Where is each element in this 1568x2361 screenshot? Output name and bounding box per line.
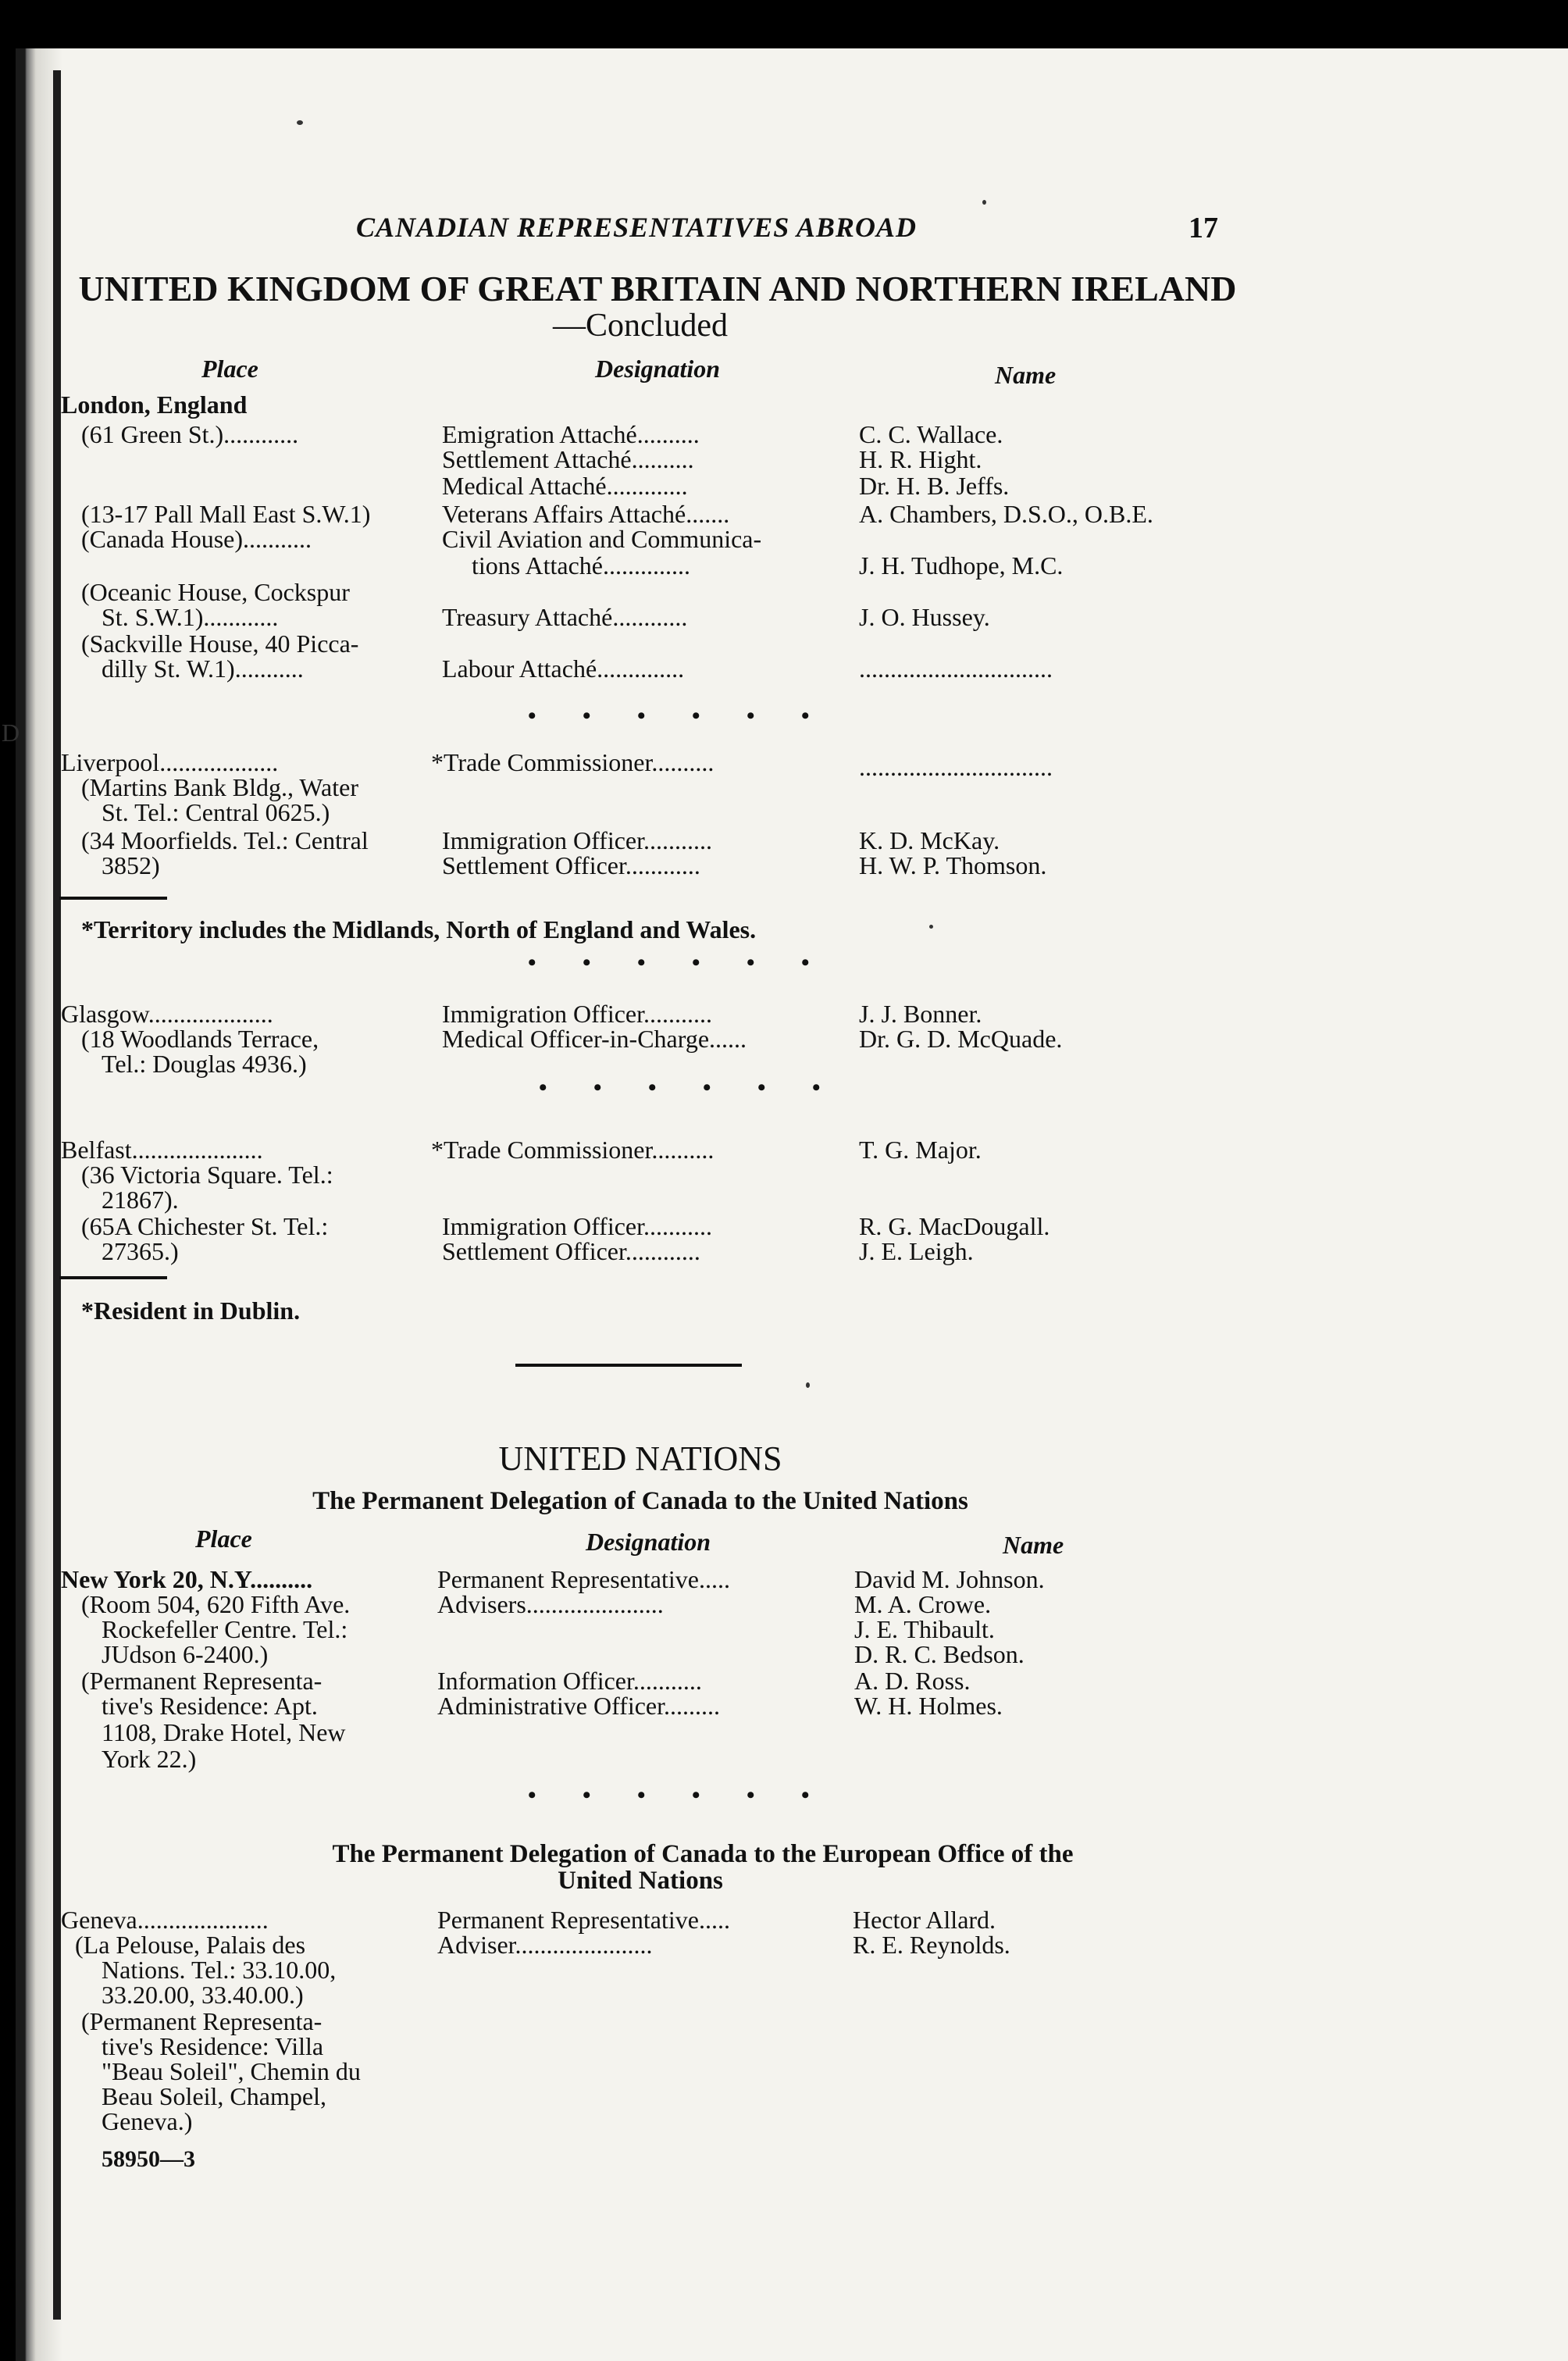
place-line: (61 Green St.)............ xyxy=(81,420,299,448)
designation: Permanent Representative..... xyxy=(437,1565,730,1593)
place-new-york: New York 20, N.Y.......... xyxy=(61,1565,313,1593)
place-line: (Sackville House, 40 Picca- xyxy=(81,629,359,658)
person-name: ............................... xyxy=(859,753,1053,781)
designation: Civil Aviation and Communica- xyxy=(442,525,762,553)
place-line: (Permanent Representa- xyxy=(81,1667,323,1695)
place-line: (34 Moorfields. Tel.: Central xyxy=(81,826,369,854)
section-separator: • • • • • • xyxy=(539,1075,841,1100)
place-line: 21867). xyxy=(102,1186,179,1214)
scan-speck xyxy=(806,1382,810,1388)
person-name: R. G. MacDougall. xyxy=(859,1212,1050,1240)
place-line: 1108, Drake Hotel, New xyxy=(102,1718,346,1746)
person-name: ............................... xyxy=(859,654,1053,683)
person-name: H. R. Hight. xyxy=(859,445,982,473)
designation: Medical Attaché............. xyxy=(442,472,688,500)
place-line: St. Tel.: Central 0625.) xyxy=(102,798,330,826)
footnote: *Resident in Dublin. xyxy=(81,1296,301,1325)
person-name: T. G. Major. xyxy=(859,1136,982,1164)
scan-speck xyxy=(982,200,986,205)
delegation-heading-geneva-line2: United Nations xyxy=(558,1867,723,1895)
section-divider xyxy=(515,1364,742,1367)
place-liverpool: Liverpool................... xyxy=(61,748,279,776)
place-line: JUdson 6-2400.) xyxy=(102,1640,269,1668)
place-line: Geneva.) xyxy=(102,2107,193,2135)
place-line: (13-17 Pall Mall East S.W.1) xyxy=(81,500,371,528)
designation: Information Officer........... xyxy=(437,1667,702,1695)
person-name: D. R. C. Bedson. xyxy=(854,1640,1025,1668)
designation: Veterans Affairs Attaché....... xyxy=(442,500,730,528)
place-line: dilly St. W.1)........... xyxy=(102,654,304,683)
designation: Advisers...................... xyxy=(437,1590,664,1618)
place-glasgow: Glasgow.................... xyxy=(61,1000,273,1028)
place-line: (Room 504, 620 Fifth Ave. xyxy=(81,1590,351,1618)
place-line: (36 Victoria Square. Tel.: xyxy=(81,1161,333,1189)
designation: Adviser...................... xyxy=(437,1931,653,1959)
person-name: J. H. Tudhope, M.C. xyxy=(859,551,1064,580)
place-london: London, England xyxy=(61,391,248,419)
column-header-name: Name xyxy=(1003,1531,1064,1559)
person-name: J. O. Hussey. xyxy=(859,603,990,631)
designation: Immigration Officer........... xyxy=(442,826,712,854)
footnote: *Territory includes the Midlands, North of England and Wales. xyxy=(81,915,757,943)
person-name: K. D. McKay. xyxy=(859,826,1000,854)
column-header-place: Place xyxy=(195,1525,252,1553)
place-belfast: Belfast..................... xyxy=(61,1136,263,1164)
section-title-uk: UNITED KINGDOM OF GREAT BRITAIN AND NORTHERN IRELAND xyxy=(78,269,1237,308)
delegation-heading-geneva: The Permanent Delegation of Canada to the European Office of the xyxy=(332,1840,1074,1868)
section-title-un: UNITED NATIONS xyxy=(498,1439,782,1478)
person-name: W. H. Holmes. xyxy=(854,1692,1003,1720)
place-line: (65A Chichester St. Tel.: xyxy=(81,1212,329,1240)
section-separator: • • • • • • xyxy=(528,1782,830,1808)
place-line: 27365.) xyxy=(102,1237,179,1265)
place-line: 33.20.00, 33.40.00.) xyxy=(102,1981,304,2009)
place-line: tive's Residence: Villa xyxy=(102,2032,324,2060)
person-name: J. E. Leigh. xyxy=(859,1237,974,1265)
person-name: C. C. Wallace. xyxy=(859,420,1003,448)
printer-code: 58950—3 xyxy=(102,2146,195,2172)
place-line: Nations. Tel.: 33.10.00, xyxy=(102,1956,337,1984)
column-header-designation: Designation xyxy=(595,355,721,383)
scan-speck xyxy=(929,925,933,929)
designation: Settlement Officer............ xyxy=(442,1237,700,1265)
designation: Immigration Officer........... xyxy=(442,1000,712,1028)
place-line: St. S.W.1)............ xyxy=(102,603,279,631)
designation: Treasury Attaché............ xyxy=(442,603,688,631)
delegation-heading-ny: The Permanent Delegation of Canada to the United Nations xyxy=(312,1487,968,1515)
place-line: (Martins Bank Bldg., Water xyxy=(81,773,358,801)
column-header-name: Name xyxy=(995,361,1057,389)
place-line: tive's Residence: Apt. xyxy=(102,1692,318,1720)
person-name: Dr. H. B. Jeffs. xyxy=(859,472,1010,500)
designation: Emigration Attaché.......... xyxy=(442,420,700,448)
place-geneva: Geneva..................... xyxy=(61,1906,269,1934)
scan-speck xyxy=(297,120,303,125)
spine-line xyxy=(53,70,61,2320)
section-separator: • • • • • • xyxy=(528,950,830,975)
margin-artifact: D xyxy=(2,719,20,747)
footnote-rule xyxy=(59,897,167,900)
designation: Administrative Officer......... xyxy=(437,1692,720,1720)
person-name: J. J. Bonner. xyxy=(859,1000,982,1028)
place-line: 3852) xyxy=(102,851,160,879)
designation: tions Attaché.............. xyxy=(472,551,690,580)
place-line: York 22.) xyxy=(102,1745,197,1773)
person-name: Dr. G. D. McQuade. xyxy=(859,1025,1063,1053)
designation: Medical Officer-in-Charge...... xyxy=(442,1025,747,1053)
designation: Permanent Representative..... xyxy=(437,1906,730,1934)
place-line: Rockefeller Centre. Tel.: xyxy=(102,1615,348,1643)
designation: *Trade Commissioner.......... xyxy=(431,1136,715,1164)
column-header-place: Place xyxy=(201,355,258,383)
place-line: Tel.: Douglas 4936.) xyxy=(102,1050,307,1078)
designation: *Trade Commissioner.......... xyxy=(431,748,715,776)
footnote-rule xyxy=(59,1276,167,1279)
place-line: (La Pelouse, Palais des xyxy=(75,1931,306,1959)
person-name: Hector Allard. xyxy=(853,1906,996,1934)
person-name: J. E. Thibault. xyxy=(854,1615,995,1643)
place-line: (Canada House)........... xyxy=(81,525,312,553)
person-name: M. A. Crowe. xyxy=(854,1590,992,1618)
place-line: (Permanent Representa- xyxy=(81,2007,323,2035)
designation: Immigration Officer........... xyxy=(442,1212,712,1240)
place-line: (18 Woodlands Terrace, xyxy=(81,1025,319,1053)
place-line: "Beau Soleil", Chemin du xyxy=(102,2057,361,2085)
section-subtitle-uk: —Concluded xyxy=(553,308,728,344)
person-name: R. E. Reynolds. xyxy=(853,1931,1010,1959)
designation: Settlement Officer............ xyxy=(442,851,700,879)
person-name: A. Chambers, D.S.O., O.B.E. xyxy=(859,500,1153,528)
place-line: (Oceanic House, Cockspur xyxy=(81,578,350,606)
running-title: CANADIAN REPRESENTATIVES ABROAD xyxy=(356,212,917,243)
place-line: Beau Soleil, Champel, xyxy=(102,2082,326,2110)
designation: Labour Attaché.............. xyxy=(442,654,685,683)
designation: Settlement Attaché.......... xyxy=(442,445,694,473)
person-name: David M. Johnson. xyxy=(854,1565,1045,1593)
person-name: H. W. P. Thomson. xyxy=(859,851,1047,879)
column-header-designation: Designation xyxy=(586,1528,711,1556)
person-name: A. D. Ross. xyxy=(854,1667,971,1695)
section-separator: • • • • • • xyxy=(528,703,830,729)
page-number: 17 xyxy=(1188,212,1218,244)
